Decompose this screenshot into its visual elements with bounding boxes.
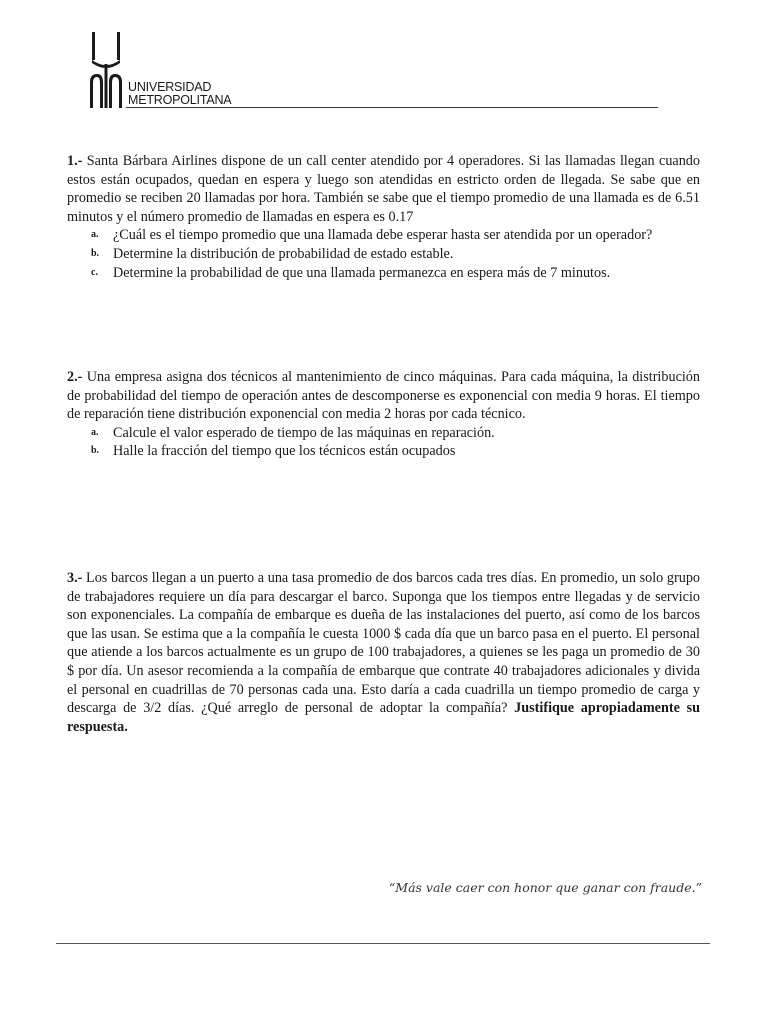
question-1-item-c bbox=[67, 264, 700, 283]
item-text: Determine la probabilidad de que una llamada permanezca en espera más de 7 minutos. bbox=[113, 264, 611, 281]
item-text: ¿Cuál es el tiempo promedio que una llamada debe esperar hasta ser atendida por un operador? bbox=[113, 227, 653, 244]
question-1-number: 1.- bbox=[67, 153, 83, 169]
item-text: Calcule el valor esperado de tiempo de las máquinas en reparación. bbox=[113, 424, 495, 441]
question-2-statement bbox=[67, 368, 700, 424]
question-1-statement bbox=[67, 152, 700, 226]
university-name-line1: UNIVERSIDAD bbox=[128, 80, 212, 94]
question-1-text: Santa Bárbara Airlines dispone de un call center atendido por 4 operadores. Si las llamadas llegan cuando estos están ocupados, quedan en espera y luego son atendidas en estricto orden de llegada. Se sabe que en promedio se reciben 20 llamadas por hora. También se sabe que el tiempo promedio de una llamada es de 6.51 minutos y el número promedio de llamadas en espera es 0.17 bbox=[67, 153, 700, 225]
question-2-item-a bbox=[67, 424, 700, 443]
question-1-items bbox=[67, 226, 700, 282]
university-logo bbox=[86, 30, 246, 110]
question-3-text: Los barcos llegan a un puerto a una tasa promedio de dos barcos cada tres días. En promedio, un solo grupo de trabajadores requiere un día para descargar el barco. Suponga que los tiempos entre llegadas y de servicio son exponenciales. La compañía de embarque es dueña de las instalaciones del puerto, así como de los barcos que las usan. Se estima que a la compañía le cuesta 1000 $ cada día que un barco pasa en el puerto. El personal que atiende a los barcos actualmente es un grupo de 100 trabajadores, a quienes se les paga un promedio de 30 $ por día. Un asesor recomienda a la compañía de embarque que contrate 40 trabajadores adicionales y divida el personal en cuadrillas de 70 personas cada una. Esto daría a cada cuadrilla un tiempo promedio de carga y descarga de 3/2 días. ¿Qué arreglo de personal de adoptar la compañía? bbox=[67, 570, 701, 717]
question-3-number: 3.- bbox=[67, 570, 83, 586]
item-text: Halle la fracción del tiempo que los técnicos están ocupados bbox=[113, 443, 456, 460]
header-divider bbox=[126, 107, 658, 108]
item-letter: b. bbox=[91, 445, 100, 457]
question-3 bbox=[67, 569, 700, 736]
footer-divider bbox=[56, 943, 710, 944]
item-letter: a. bbox=[91, 229, 99, 241]
footer-quote: “Más vale caer con honor que ganar con fraude.” bbox=[388, 880, 702, 895]
question-2-items bbox=[67, 424, 700, 461]
question-1-item-a bbox=[67, 226, 700, 245]
item-letter: a. bbox=[91, 426, 99, 438]
university-name-line2: METROPOLITANA bbox=[128, 93, 232, 107]
item-letter: b. bbox=[91, 247, 100, 259]
question-2-item-b bbox=[67, 442, 700, 461]
question-1-item-b bbox=[67, 245, 700, 264]
question-2-number: 2.- bbox=[67, 369, 83, 385]
question-1 bbox=[67, 152, 700, 282]
item-text: Determine la distribución de probabilidad de estado estable. bbox=[113, 245, 454, 262]
item-letter: c. bbox=[91, 266, 98, 278]
question-3-statement bbox=[67, 569, 700, 736]
university-emblem-icon bbox=[86, 30, 126, 110]
question-3-emphasis: Justifique apropiadamente su respuesta. bbox=[67, 700, 701, 735]
question-2-text: Una empresa asigna dos técnicos al mantenimiento de cinco máquinas. Para cada máquina, la distribución de probabilidad del tiempo de operación antes de descomponerse es exponencial con media 9 horas. El tiempo de reparación tiene distribución exponencial con media 2 horas por cada técnico. bbox=[67, 369, 700, 423]
university-name bbox=[128, 81, 231, 107]
question-2 bbox=[67, 368, 700, 461]
